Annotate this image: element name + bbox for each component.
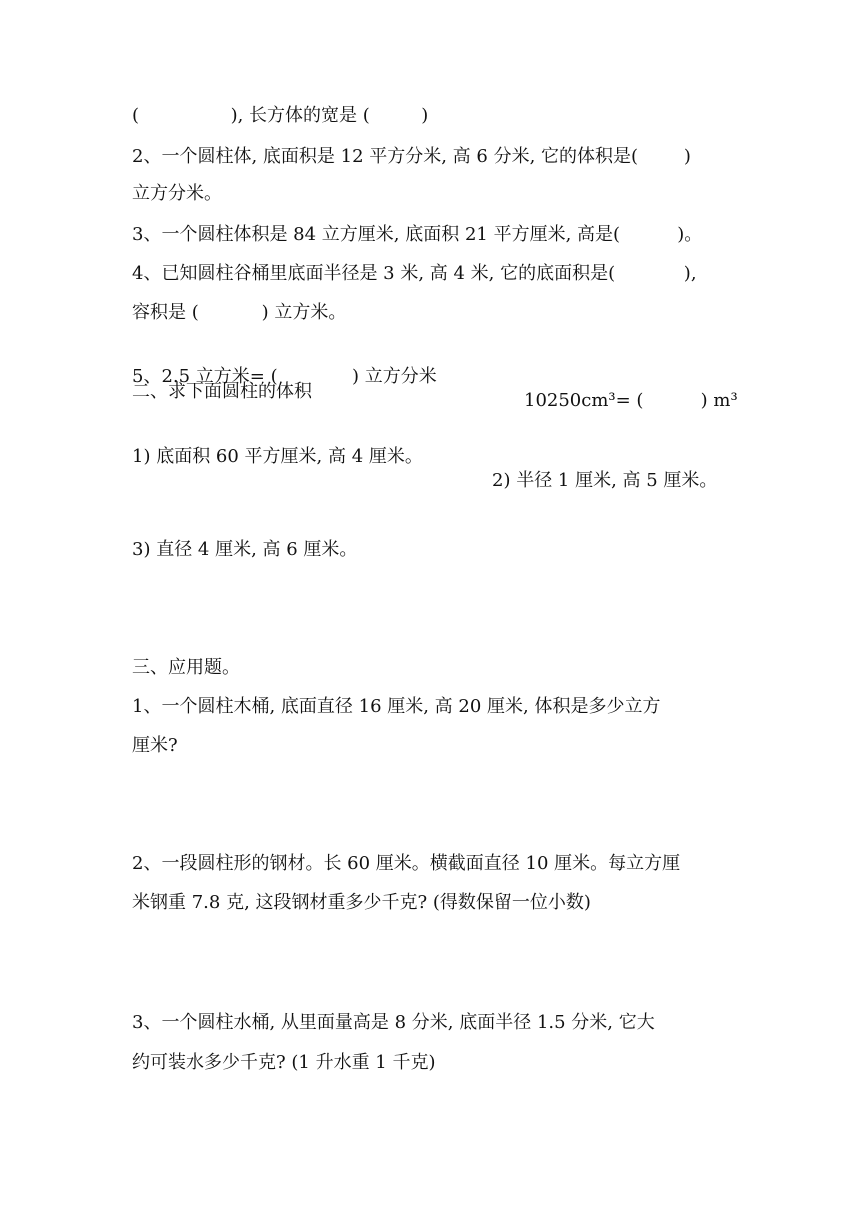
application-question-1-continuation: 厘米? <box>132 735 178 756</box>
section-2-heading: 二、求下面圆柱的体积 <box>132 381 312 402</box>
question-2-continuation: 立方分米。 <box>132 183 222 204</box>
section-2-items <box>132 421 718 517</box>
section-2-item-1: 1) 底面积 60 平方厘米, 高 4 厘米。 <box>132 446 423 467</box>
question-3: 3、一个圆柱体积是 84 立方厘米, 底面积 21 平方厘米, 高是( )。 <box>132 224 703 245</box>
application-question-3: 3、一个圆柱水桶, 从里面量高是 8 分米, 底面半径 1.5 分米, 它大 <box>132 1012 655 1033</box>
application-question-1: 1、一个圆柱木桶, 底面直径 16 厘米, 高 20 厘米, 体积是多少立方 <box>132 696 661 717</box>
question-4-continuation: 容积是 ( ) 立方米。 <box>132 302 347 323</box>
question-5-part-a: 5、2.5 立方米= ( ) 立方分米 <box>132 366 437 387</box>
section-2-item-2: 2) 半径 1 厘米, 高 5 厘米。 <box>492 470 718 491</box>
question-2: 2、一个圆柱体, 底面积是 12 平方分米, 高 6 分米, 它的体积是( ) <box>132 146 691 167</box>
question-5-part-b: 10250cm³= ( ) m³ <box>524 390 738 411</box>
application-question-2-continuation: 米钢重 7.8 克, 这段钢材重多少千克? (得数保留一位小数) <box>132 892 591 913</box>
question-4: 4、已知圆柱谷桶里底面半径是 3 米, 高 4 米, 它的底面积是( ), <box>132 263 697 284</box>
section-3-heading: 三、应用题。 <box>132 657 240 678</box>
application-question-3-continuation: 约可装水多少千克? (1 升水重 1 千克) <box>132 1052 436 1073</box>
question-1-continuation: ( ), 长方体的宽是 ( ) <box>132 105 429 126</box>
section-2-item-3: 3) 直径 4 厘米, 高 6 厘米。 <box>132 539 358 560</box>
application-question-2: 2、一段圆柱形的钢材。长 60 厘米。横截面直径 10 厘米。每立方厘 <box>132 853 681 874</box>
